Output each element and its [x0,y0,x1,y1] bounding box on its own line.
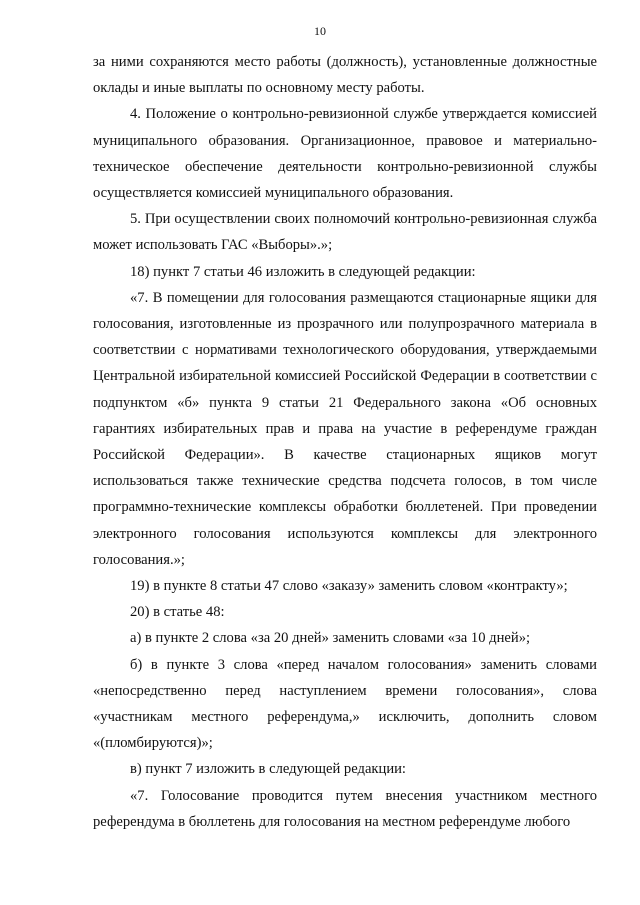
page-number: 10 [314,24,326,38]
paragraph-amendment-20: 20) в статье 48: [130,604,225,621]
paragraph-subitem-b: б) в пункте 3 слова «перед началом голосования» заменить словами «непосредственно перед наступлением времени голосования», слова «участникам местного референдума,» исключить, дополнить словом «(пломбируются)»; [93,656,597,752]
paragraph-subitem-v: в) пункт 7 изложить в следующей редакции: [130,761,406,778]
document-body [93,49,597,835]
paragraph-quoted-item-7-article-48: «7. Голосование проводится путем внесения участником местного референдума в бюллетень для голосования на местном референдуме любого [93,787,597,830]
paragraph-continuation: за ними сохраняются место работы (должность), установленные должностные оклады и иные выплаты по основному месту работы. [93,54,597,97]
paragraph-quoted-item-7-article-46: «7. В помещении для голосования размещаются стационарные ящики для голосования, изготовленные из прозрачного или полупрозрачного материала в соответствии с нормативами технологического оборудования, утверждаемыми Центральной избирательной комиссией Российской Федерации в соответствии с подпунктом «б» пункта 9 статьи 21 Федерального закона «Об основных гарантиях избирательных прав и права на участие в референдуме граждан Российской Федерации». В качестве стационарных ящиков могут использоваться также технические средства подсчета голосов, в том числе программно-технические комплексы обработки бюллетеней. При проведении электронного голосования используются комплексы для электронного голосования.»; [93,289,597,568]
paragraph-item-5: 5. При осуществлении своих полномочий контрольно-ревизионная служба может использовать ГАС «Выборы».»; [93,211,597,254]
paragraph-item-4: 4. Положение о контрольно-ревизионной службе утверждается комиссией муниципального образования. Организационное, правовое и материально-техническое обеспечение деятельности контрольно-ревизионной службы осуществляется комиссией муниципального образования. [93,106,597,202]
paragraph-subitem-a: а) в пункте 2 слова «за 20 дней» заменить словами «за 10 дней»; [130,630,531,647]
paragraph-amendment-18: 18) пункт 7 статьи 46 изложить в следующей редакции: [130,263,476,280]
paragraph-amendment-19: 19) в пункте 8 статьи 47 слово «заказу» заменить словом «контракту»; [130,578,568,595]
